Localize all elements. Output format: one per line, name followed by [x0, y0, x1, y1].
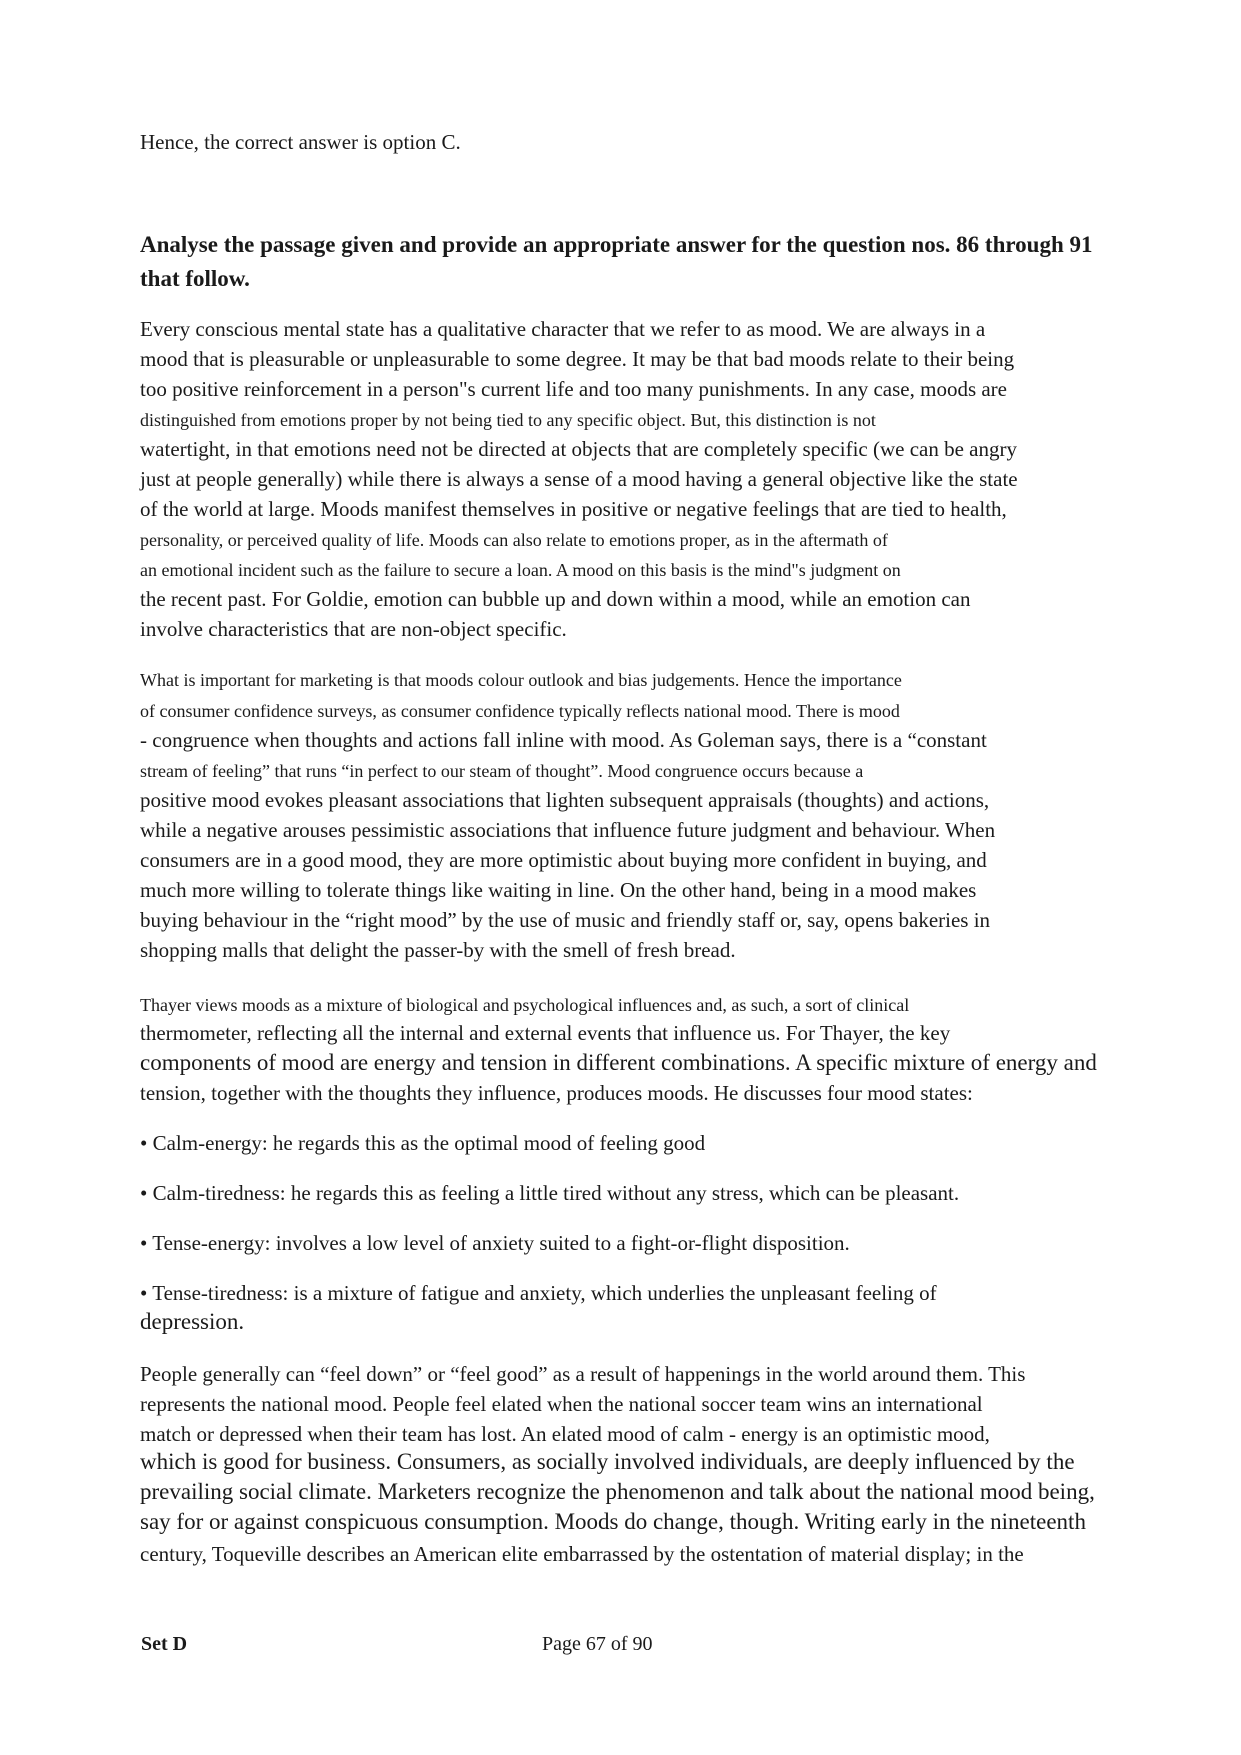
answer-conclusion: Hence, the correct answer is option C. [140, 130, 461, 154]
paragraph-1-line: Every conscious mental state has a qualitative character that we refer to as mood. We are always in a [140, 317, 986, 341]
paragraph-4-line: which is good for business. Consumers, as socially involved individuals, are deeply influenced by the [140, 1449, 1075, 1474]
paragraph-3-line: tension, together with the thoughts they influence, produces moods. He discusses four mood states: [140, 1081, 973, 1105]
paragraph-2-line: buying behaviour in the “right mood” by the use of music and friendly staff or, say, opens bakeries in [140, 908, 991, 932]
paragraph-2-line: of consumer confidence surveys, as consumer confidence typically reflects national mood. There is mood [140, 701, 900, 721]
paragraph-4-line: People generally can “feel down” or “feel good” as a result of happenings in the world around them. This [140, 1362, 1026, 1386]
mood-state-bullet: • Calm-energy: he regards this as the optimal mood of feeling good [140, 1131, 706, 1155]
paragraph-2-line: positive mood evokes pleasant associations that lighten subsequent appraisals (thoughts) and actions, [140, 788, 990, 812]
paragraph-4-line: prevailing social climate. Marketers recognize the phenomenon and talk about the national mood being, [140, 1479, 1095, 1504]
paragraph-1-line: an emotional incident such as the failure to secure a loan. A mood on this basis is the mind"s judgment on [140, 560, 901, 580]
mood-state-bullet: • Calm-tiredness: he regards this as feeling a little tired without any stress, which can be pleasant. [140, 1181, 960, 1205]
paragraph-4-line: century, Toqueville describes an American elite embarrassed by the ostentation of material display; in the [140, 1542, 1024, 1566]
mood-state-bullet: • Tense-energy: involves a low level of anxiety suited to a fight-or-flight disposition. [140, 1231, 850, 1255]
paragraph-2-line: shopping malls that delight the passer-by with the smell of fresh bread. [140, 938, 736, 962]
paragraph-3-line: components of mood are energy and tension in different combinations. A specific mixture of energy and [140, 1050, 1097, 1075]
passage-heading-line: that follow. [140, 266, 250, 291]
paragraph-2-line: much more willing to tolerate things like waiting in line. On the other hand, being in a mood makes [140, 878, 977, 902]
paragraph-1-line: distinguished from emotions proper by not being tied to any specific object. But, this distinction is not [140, 410, 876, 430]
paragraph-2-line: while a negative arouses pessimistic associations that influence future judgment and behaviour. When [140, 818, 996, 842]
passage-heading-line: Analyse the passage given and provide an appropriate answer for the question nos. 86 through 91 [140, 232, 1093, 257]
paragraph-4-line: represents the national mood. People feel elated when the national soccer team wins an international [140, 1392, 983, 1416]
paragraph-1-line: of the world at large. Moods manifest themselves in positive or negative feelings that are tied to health, [140, 497, 1007, 521]
paragraph-2-line: - congruence when thoughts and actions fall inline with mood. As Goleman says, there is a “constant [140, 728, 987, 752]
paragraph-1-line: too positive reinforcement in a person"s current life and too many punishments. In any case, moods are [140, 377, 1007, 401]
paragraph-4-line: say for or against conspicuous consumption. Moods do change, though. Writing early in the nineteenth [140, 1509, 1086, 1534]
paragraph-3-line: Thayer views moods as a mixture of biological and psychological influences and, as such, a sort of clinical [140, 995, 910, 1015]
footer-set-label: Set D [141, 1633, 188, 1655]
paragraph-4-line: match or depressed when their team has lost. An elated mood of calm - energy is an optimistic mood, [140, 1422, 990, 1446]
mood-state-bullet-continued: depression. [140, 1309, 245, 1334]
paragraph-3-line: thermometer, reflecting all the internal and external events that influence us. For Thayer, the key [140, 1021, 951, 1045]
paragraph-2-line: What is important for marketing is that moods colour outlook and bias judgements. Hence the importance [140, 670, 902, 690]
footer-page-number: Page 67 of 90 [542, 1633, 653, 1655]
paragraph-1-line: the recent past. For Goldie, emotion can bubble up and down within a mood, while an emotion can [140, 587, 971, 611]
paragraph-1-line: just at people generally) while there is always a sense of a mood having a general objective like the state [140, 467, 1018, 491]
paragraph-2-line: consumers are in a good mood, they are more optimistic about buying more confident in buying, and [140, 848, 987, 872]
paragraph-2-line: stream of feeling” that runs “in perfect to our steam of thought”. Mood congruence occurs because a [140, 761, 864, 781]
paragraph-1-line: personality, or perceived quality of life. Moods can also relate to emotions proper, as in the aftermath of [140, 530, 888, 550]
paragraph-1-line: involve characteristics that are non-object specific. [140, 617, 567, 641]
mood-state-bullet: • Tense-tiredness: is a mixture of fatigue and anxiety, which underlies the unpleasant feeling of [140, 1281, 937, 1305]
paragraph-1-line: watertight, in that emotions need not be directed at objects that are completely specific (we can be angry [140, 437, 1017, 461]
paragraph-1-line: mood that is pleasurable or unpleasurable to some degree. It may be that bad moods relate to their being [140, 347, 1015, 371]
